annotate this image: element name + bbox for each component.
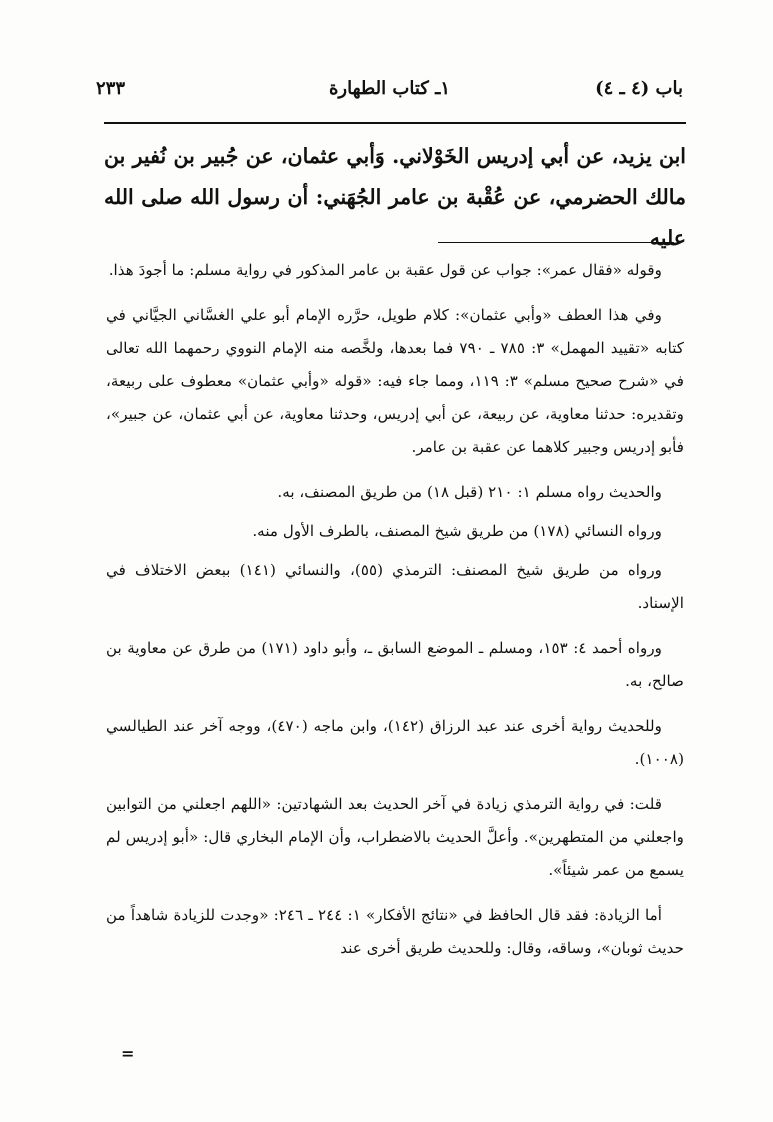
footnote-divider — [438, 242, 674, 243]
note-tirmidhi-nasai: ورواه من طريق شيخ المصنف: الترمذي (٥٥)، والنسائي (١٤١) ببعض الاختلاف في الإسناد. — [106, 561, 684, 612]
main-text — [104, 136, 686, 259]
note-nasai-source: ورواه النسائي (١٧٨) من طريق شيخ المصنف، بالطرف الأول منه. — [252, 522, 662, 540]
page-number: ٢٣٣ — [96, 78, 126, 99]
chapter-reference: باب (٤ ـ ٤) — [595, 78, 683, 99]
note-other-narrations: وللحديث رواية أخرى عند عبد الرزاق (١٤٢)، وابن ماجه (٤٧٠)، ووجه آخر عند الطيالسي (١٠٠٨). — [106, 717, 684, 768]
header-divider — [104, 122, 686, 124]
running-header — [96, 78, 683, 108]
note-umar-reply: وقوله «فقال عمر»: جواب عن قول عقبة بن عامر المذكور في رواية مسلم: ما أجودَ هذا. — [108, 261, 662, 279]
continuation-mark: = — [121, 1044, 135, 1063]
note-ibn-hajar: أما الزيادة: فقد قال الحافظ في «نتائج الأفكار» ١: ٢٤٤ ـ ٢٤٦: «وجدت للزيادة شاهداً من حديث ثوبان»، وساقه، وقال: وللحديث طريق أخرى عند — [106, 906, 684, 957]
book-title: ١ـ كتاب الطهارة — [328, 78, 451, 99]
note-ahmad-abudawud: ورواه أحمد ٤: ١٥٣، ومسلم ـ الموضع السابق ـ، وأبو داود (١٧١) من طرق عن معاوية بن صالح، به. — [106, 639, 684, 690]
note-muslim-source: والحديث رواه مسلم ١: ٢١٠ (قبل ١٨) من طريق المصنف، به. — [277, 483, 662, 501]
note-isnad-conjunction: وفي هذا العطف «وأبي عثمان»: كلام طويل، حرَّره الإمام أبو علي الغسَّاني الجيَّاني في كتابه «تقييد المهمل» ٣: ٧٨٥ ـ ٧٩٠ فما بعدها، ولخَّصه منه الإمام النووي رحمهما الله تعالى في «شرح صحيح مسلم» ٣: ١١٩، ومما جاء فيه: «قوله «وأبي عثمان» معطوف على ربيعة، وتقديره: حدثنا معاوية، عن ربيعة، عن أبي إدريس، وحدثنا معاوية، عن أبي عثمان، عن جبير»، فأبو إدريس وجبير كلاهما عن عقبة بن عامر. — [106, 306, 685, 456]
hadith-text: ابن يزيد، عن أبي إدريس الخَوْلاني. وَأبي عثمان، عن جُبير بن نُفير بن مالك الحضرمي، عن عُقْبة بن عامر الجُهَني: أن رسول الله صلى الله عليه — [104, 144, 686, 250]
footnotes — [106, 254, 684, 977]
note-tirmidhi-addition: قلت: في رواية الترمذي زيادة في آخر الحديث بعد الشهادتين: «اللهم اجعلني من التوابين واجعلني من المتطهرين». وأعلَّ الحديث بالاضطراب، وأن الإمام البخاري قال: «أبو إدريس لم يسمع من عمر شيئاً». — [106, 795, 684, 879]
